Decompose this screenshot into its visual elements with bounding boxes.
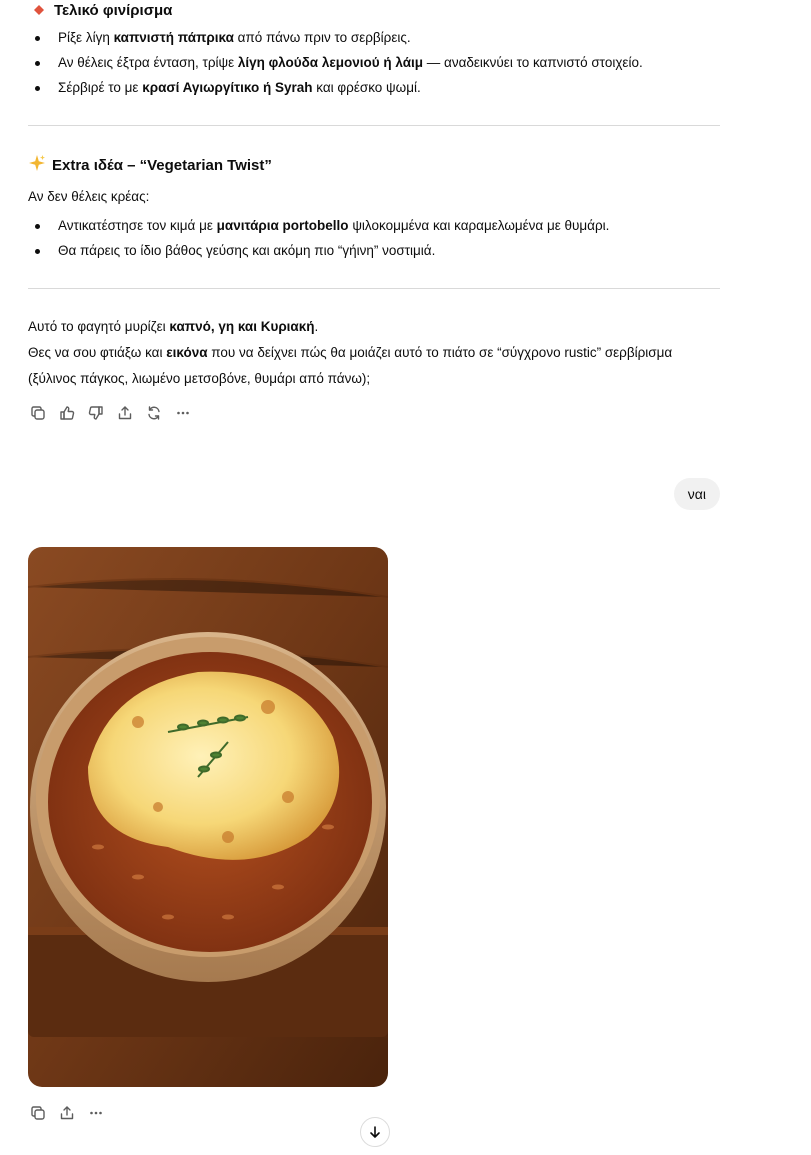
regenerate-icon[interactable]	[144, 403, 163, 422]
thumbs-up-icon[interactable]	[57, 403, 76, 422]
copy-icon[interactable]	[28, 1103, 47, 1122]
thumbs-down-icon[interactable]	[86, 403, 105, 422]
divider	[28, 288, 720, 289]
share-icon[interactable]	[115, 403, 134, 422]
list-item: Αν θέλεις έξτρα ένταση, τρίψε λίγη φλούδα λεμονιού ή λάιμ — αναδεικνύει το καπνιστό στοιχείο.	[28, 50, 720, 75]
finish-title: Τελικό φινίρισμα	[54, 1, 173, 19]
sparkles-icon	[28, 154, 46, 176]
list-item: Ρίξε λίγη καπνιστή πάπρικα από πάνω πριν το σερβίρεις.	[28, 25, 720, 50]
scroll-to-bottom-button[interactable]	[360, 1117, 390, 1147]
user-message-bubble: ναι	[674, 478, 720, 510]
diamond-icon	[34, 5, 44, 15]
closing-text	[28, 314, 708, 392]
more-icon[interactable]	[86, 1103, 105, 1122]
finish-list	[28, 25, 720, 100]
message-actions	[28, 403, 192, 422]
image-actions	[28, 1103, 105, 1122]
arrow-down-icon	[368, 1125, 382, 1139]
divider	[28, 125, 720, 126]
list-item: Αντικατέστησε τον κιμά με μανιτάρια portobello ψιλοκομμένα και καραμελωμένα με θυμάρι.	[28, 213, 720, 238]
finish-heading	[28, 0, 172, 20]
share-icon[interactable]	[57, 1103, 76, 1122]
list-item: Σέρβιρέ το με κρασί Αγιωργίτικο ή Syrah και φρέσκο ψωμί.	[28, 75, 720, 100]
extra-heading	[28, 154, 272, 176]
extra-title: Extra ιδέα – “Vegetarian Twist”	[52, 156, 272, 174]
more-icon[interactable]	[173, 403, 192, 422]
closing-line-2: Θες να σου φτιάξω και εικόνα που να δείχνει πώς θα μοιάζει αυτό το πιάτο σε “σύγχρονο rustic” σερβίρισμα (ξύλινος πάγκος, λιωμένο μετσοβόνε, θυμάρι από πάνω);	[28, 345, 673, 386]
list-item: Θα πάρεις το ίδιο βάθος γεύσης και ακόμη πιο “γήινη” νοστιμιά.	[28, 238, 720, 263]
closing-line-1: Αυτό το φαγητό μυρίζει καπνό, γη και Κυριακή.	[28, 319, 319, 334]
generated-image[interactable]	[28, 547, 388, 1087]
copy-icon[interactable]	[28, 403, 47, 422]
extra-intro: Αν δεν θέλεις κρέας:	[28, 189, 150, 204]
extra-list	[28, 213, 720, 263]
